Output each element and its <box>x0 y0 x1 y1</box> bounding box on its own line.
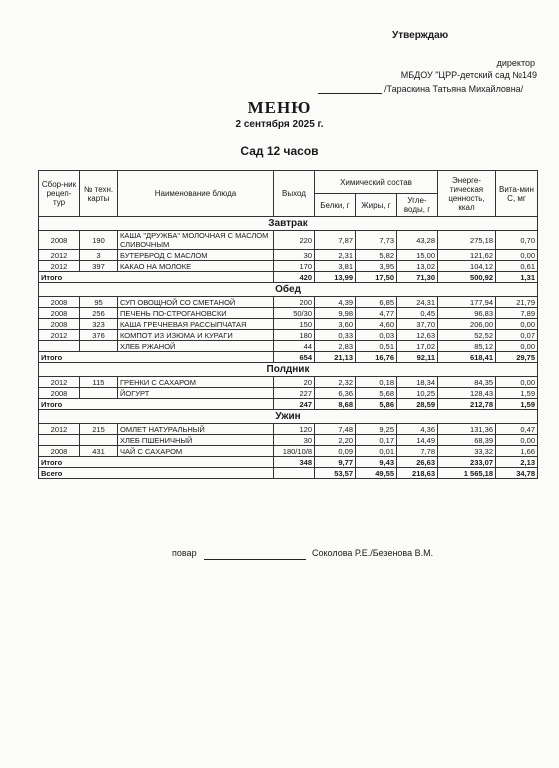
vitamin-cell: 21,79 <box>496 297 538 308</box>
protein-cell: 3,60 <box>315 319 356 330</box>
card-cell <box>80 341 118 352</box>
col-chem: Химический состав <box>315 171 438 194</box>
menu-table <box>38 170 538 479</box>
collection-cell: 2012 <box>39 424 80 435</box>
carbs-cell: 12,63 <box>397 330 438 341</box>
card-cell: 3 <box>80 250 118 261</box>
carbs-cell: 218,63 <box>397 468 438 479</box>
yield-cell: 30 <box>274 250 315 261</box>
dish-name-cell: СУП ОВОЩНОЙ СО СМЕТАНОЙ <box>118 297 274 308</box>
yield-cell: 348 <box>274 457 315 468</box>
section-row <box>39 363 538 377</box>
yield-cell: 420 <box>274 272 315 283</box>
energy-cell: 131,36 <box>438 424 496 435</box>
section-row <box>39 283 538 297</box>
protein-cell: 4,39 <box>315 297 356 308</box>
table-row <box>39 377 538 388</box>
carbs-cell: 14,49 <box>397 435 438 446</box>
protein-cell: 21,13 <box>315 352 356 363</box>
protein-cell: 7,48 <box>315 424 356 435</box>
col-protein: Белки, г <box>315 194 356 217</box>
director-name: /Тараскина Татьяна Михайловна/ <box>384 84 524 94</box>
card-cell: 115 <box>80 377 118 388</box>
table-row <box>39 261 538 272</box>
fat-cell: 4,77 <box>356 308 397 319</box>
carbs-cell: 26,63 <box>397 457 438 468</box>
fat-cell: 6,85 <box>356 297 397 308</box>
director-title: директор <box>496 58 535 68</box>
fat-cell: 5,82 <box>356 250 397 261</box>
fat-cell: 0,03 <box>356 330 397 341</box>
collection-cell: 2012 <box>39 250 80 261</box>
total-row <box>39 352 538 363</box>
fat-cell: 0,51 <box>356 341 397 352</box>
protein-cell: 2,20 <box>315 435 356 446</box>
total-label: Итого <box>39 352 274 363</box>
fat-cell: 3,95 <box>356 261 397 272</box>
total-label: Итого <box>39 272 274 283</box>
table-row <box>39 435 538 446</box>
vitamin-cell: 0,07 <box>496 330 538 341</box>
vitamin-cell: 0,70 <box>496 231 538 250</box>
yield-cell <box>274 468 315 479</box>
energy-cell: 618,41 <box>438 352 496 363</box>
vitamin-cell: 29,75 <box>496 352 538 363</box>
collection-cell <box>39 341 80 352</box>
total-label: Итого <box>39 457 274 468</box>
card-cell <box>80 388 118 399</box>
dish-name-cell: КОМПОТ ИЗ ИЗЮМА И КУРАГИ <box>118 330 274 341</box>
energy-cell: 206,00 <box>438 319 496 330</box>
dish-name-cell: ЧАЙ С САХАРОМ <box>118 446 274 457</box>
collection-cell <box>39 435 80 446</box>
yield-cell: 50/30 <box>274 308 315 319</box>
energy-cell: 233,07 <box>438 457 496 468</box>
cook-names: Соколова Р.Е./Безенова В.М. <box>312 548 434 558</box>
fat-cell: 16,76 <box>356 352 397 363</box>
dish-name-cell: ПЕЧЕНЬ ПО-СТРОГАНОВСКИ <box>118 308 274 319</box>
vitamin-cell: 0,00 <box>496 250 538 261</box>
yield-cell: 150 <box>274 319 315 330</box>
energy-cell: 121,62 <box>438 250 496 261</box>
total-row <box>39 272 538 283</box>
collection-cell: 2008 <box>39 231 80 250</box>
section-row <box>39 217 538 231</box>
card-cell: 256 <box>80 308 118 319</box>
collection-cell: 2008 <box>39 308 80 319</box>
vitamin-cell: 1,31 <box>496 272 538 283</box>
section-title: Обед <box>39 283 538 297</box>
table-row <box>39 341 538 352</box>
carbs-cell: 18,34 <box>397 377 438 388</box>
table-row <box>39 330 538 341</box>
section-title: Полдник <box>39 363 538 377</box>
approve-label: Утверждаю <box>392 30 449 41</box>
yield-cell: 170 <box>274 261 315 272</box>
yield-cell: 227 <box>274 388 315 399</box>
energy-cell: 212,78 <box>438 399 496 410</box>
table-row <box>39 250 538 261</box>
protein-cell: 2,32 <box>315 377 356 388</box>
vitamin-cell: 1,66 <box>496 446 538 457</box>
collection-cell: 2012 <box>39 377 80 388</box>
dish-name-cell: КАША ГРЕЧНЕВАЯ РАССЫПЧАТАЯ <box>118 319 274 330</box>
carbs-cell: 7,78 <box>397 446 438 457</box>
energy-cell: 85,12 <box>438 341 496 352</box>
vitamin-cell: 7,89 <box>496 308 538 319</box>
protein-cell: 0,33 <box>315 330 356 341</box>
dish-name-cell: КАША "ДРУЖБА" МОЛОЧНАЯ С МАСЛОМ СЛИВОЧНЫМ <box>118 231 274 250</box>
protein-cell: 13,99 <box>315 272 356 283</box>
carbs-cell: 13,02 <box>397 261 438 272</box>
cook-label: повар <box>172 548 197 558</box>
collection-cell: 2012 <box>39 261 80 272</box>
collection-cell: 2008 <box>39 446 80 457</box>
protein-cell: 7,87 <box>315 231 356 250</box>
energy-cell: 1 565,18 <box>438 468 496 479</box>
protein-cell: 2,31 <box>315 250 356 261</box>
card-cell: 431 <box>80 446 118 457</box>
total-label: Итого <box>39 399 274 410</box>
grand-total-label: Всего <box>39 468 274 479</box>
grand-total-row <box>39 468 538 479</box>
page-title: МЕНЮ <box>247 98 312 117</box>
total-row <box>39 457 538 468</box>
energy-cell: 33,32 <box>438 446 496 457</box>
yield-cell: 654 <box>274 352 315 363</box>
energy-cell: 275,18 <box>438 231 496 250</box>
section-title: Ужин <box>39 410 538 424</box>
col-collection: Сбор-ник рецеп-тур <box>39 171 80 217</box>
col-yield: Выход <box>274 171 315 217</box>
menu-date: 2 сентября 2025 г. <box>235 119 324 130</box>
collection-cell: 2012 <box>39 330 80 341</box>
section-row <box>39 410 538 424</box>
col-name: Наименование блюда <box>118 171 274 217</box>
dish-name-cell: ЙОГУРТ <box>118 388 274 399</box>
energy-cell: 96,83 <box>438 308 496 319</box>
collection-cell: 2008 <box>39 388 80 399</box>
protein-cell: 0,09 <box>315 446 356 457</box>
fat-cell: 0,01 <box>356 446 397 457</box>
col-carbs: Угле-воды, г <box>397 194 438 217</box>
garden-group: Сад 12 часов <box>240 144 319 158</box>
yield-cell: 220 <box>274 231 315 250</box>
yield-cell: 44 <box>274 341 315 352</box>
card-cell: 376 <box>80 330 118 341</box>
carbs-cell: 43,28 <box>397 231 438 250</box>
section-title: Завтрак <box>39 217 538 231</box>
fat-cell: 5,86 <box>356 399 397 410</box>
fat-cell: 0,17 <box>356 435 397 446</box>
collection-cell: 2008 <box>39 297 80 308</box>
protein-cell: 3,81 <box>315 261 356 272</box>
vitamin-cell: 0,00 <box>496 435 538 446</box>
table-row <box>39 308 538 319</box>
energy-cell: 104,12 <box>438 261 496 272</box>
carbs-cell: 28,59 <box>397 399 438 410</box>
carbs-cell: 17,02 <box>397 341 438 352</box>
table-header-row <box>39 171 538 194</box>
col-fat: Жиры, г <box>356 194 397 217</box>
col-energy: Энерге-тическая ценность, ккал <box>438 171 496 217</box>
energy-cell: 128,43 <box>438 388 496 399</box>
carbs-cell: 10,25 <box>397 388 438 399</box>
yield-cell: 180/10/8 <box>274 446 315 457</box>
table-row <box>39 388 538 399</box>
vitamin-cell: 0,00 <box>496 377 538 388</box>
fat-cell: 17,50 <box>356 272 397 283</box>
dish-name-cell: БУТЕРБРОД С МАСЛОМ <box>118 250 274 261</box>
yield-cell: 20 <box>274 377 315 388</box>
dish-name-cell: ХЛЕБ РЖАНОЙ <box>118 341 274 352</box>
dish-name-cell: ГРЕНКИ С САХАРОМ <box>118 377 274 388</box>
energy-cell: 68,39 <box>438 435 496 446</box>
vitamin-cell: 1,59 <box>496 399 538 410</box>
protein-cell: 8,68 <box>315 399 356 410</box>
vitamin-cell: 0,00 <box>496 319 538 330</box>
yield-cell: 30 <box>274 435 315 446</box>
fat-cell: 9,25 <box>356 424 397 435</box>
table-row <box>39 297 538 308</box>
table-row <box>39 231 538 250</box>
vitamin-cell: 1,59 <box>496 388 538 399</box>
dish-name-cell: КАКАО НА МОЛОКЕ <box>118 261 274 272</box>
vitamin-cell: 0,61 <box>496 261 538 272</box>
carbs-cell: 71,30 <box>397 272 438 283</box>
card-cell: 323 <box>80 319 118 330</box>
protein-cell: 53,57 <box>315 468 356 479</box>
dish-name-cell: ХЛЕБ ПШЕНИЧНЫЙ <box>118 435 274 446</box>
carbs-cell: 24,31 <box>397 297 438 308</box>
card-cell: 95 <box>80 297 118 308</box>
school-name: МБДОУ "ЦРР-детский сад №149 <box>400 70 537 80</box>
cook-signature-line <box>204 558 306 560</box>
energy-cell: 84,35 <box>438 377 496 388</box>
card-cell: 215 <box>80 424 118 435</box>
table-row <box>39 446 538 457</box>
vitamin-cell: 0,47 <box>496 424 538 435</box>
vitamin-cell: 2,13 <box>496 457 538 468</box>
card-cell: 397 <box>80 261 118 272</box>
yield-cell: 120 <box>274 424 315 435</box>
fat-cell: 0,18 <box>356 377 397 388</box>
table-row <box>39 424 538 435</box>
col-vitamin: Вита-мин С, мг <box>496 171 538 217</box>
protein-cell: 9,98 <box>315 308 356 319</box>
signature-line <box>318 92 382 94</box>
fat-cell: 9,43 <box>356 457 397 468</box>
carbs-cell: 37,70 <box>397 319 438 330</box>
menu-body <box>39 217 538 479</box>
dish-name-cell: ОМЛЕТ НАТУРАЛЬНЫЙ <box>118 424 274 435</box>
carbs-cell: 0,45 <box>397 308 438 319</box>
table-row <box>39 319 538 330</box>
carbs-cell: 15,00 <box>397 250 438 261</box>
card-cell: 190 <box>80 231 118 250</box>
fat-cell: 5,68 <box>356 388 397 399</box>
collection-cell: 2008 <box>39 319 80 330</box>
yield-cell: 180 <box>274 330 315 341</box>
yield-cell: 200 <box>274 297 315 308</box>
fat-cell: 7,73 <box>356 231 397 250</box>
energy-cell: 177,94 <box>438 297 496 308</box>
yield-cell: 247 <box>274 399 315 410</box>
energy-cell: 52,52 <box>438 330 496 341</box>
carbs-cell: 92,11 <box>397 352 438 363</box>
fat-cell: 4,60 <box>356 319 397 330</box>
carbs-cell: 4,36 <box>397 424 438 435</box>
vitamin-cell: 34,78 <box>496 468 538 479</box>
col-card: № техн. карты <box>80 171 118 217</box>
energy-cell: 500,92 <box>438 272 496 283</box>
vitamin-cell: 0,00 <box>496 341 538 352</box>
fat-cell: 49,55 <box>356 468 397 479</box>
protein-cell: 9,77 <box>315 457 356 468</box>
total-row <box>39 399 538 410</box>
card-cell <box>80 435 118 446</box>
protein-cell: 2,83 <box>315 341 356 352</box>
protein-cell: 6,36 <box>315 388 356 399</box>
